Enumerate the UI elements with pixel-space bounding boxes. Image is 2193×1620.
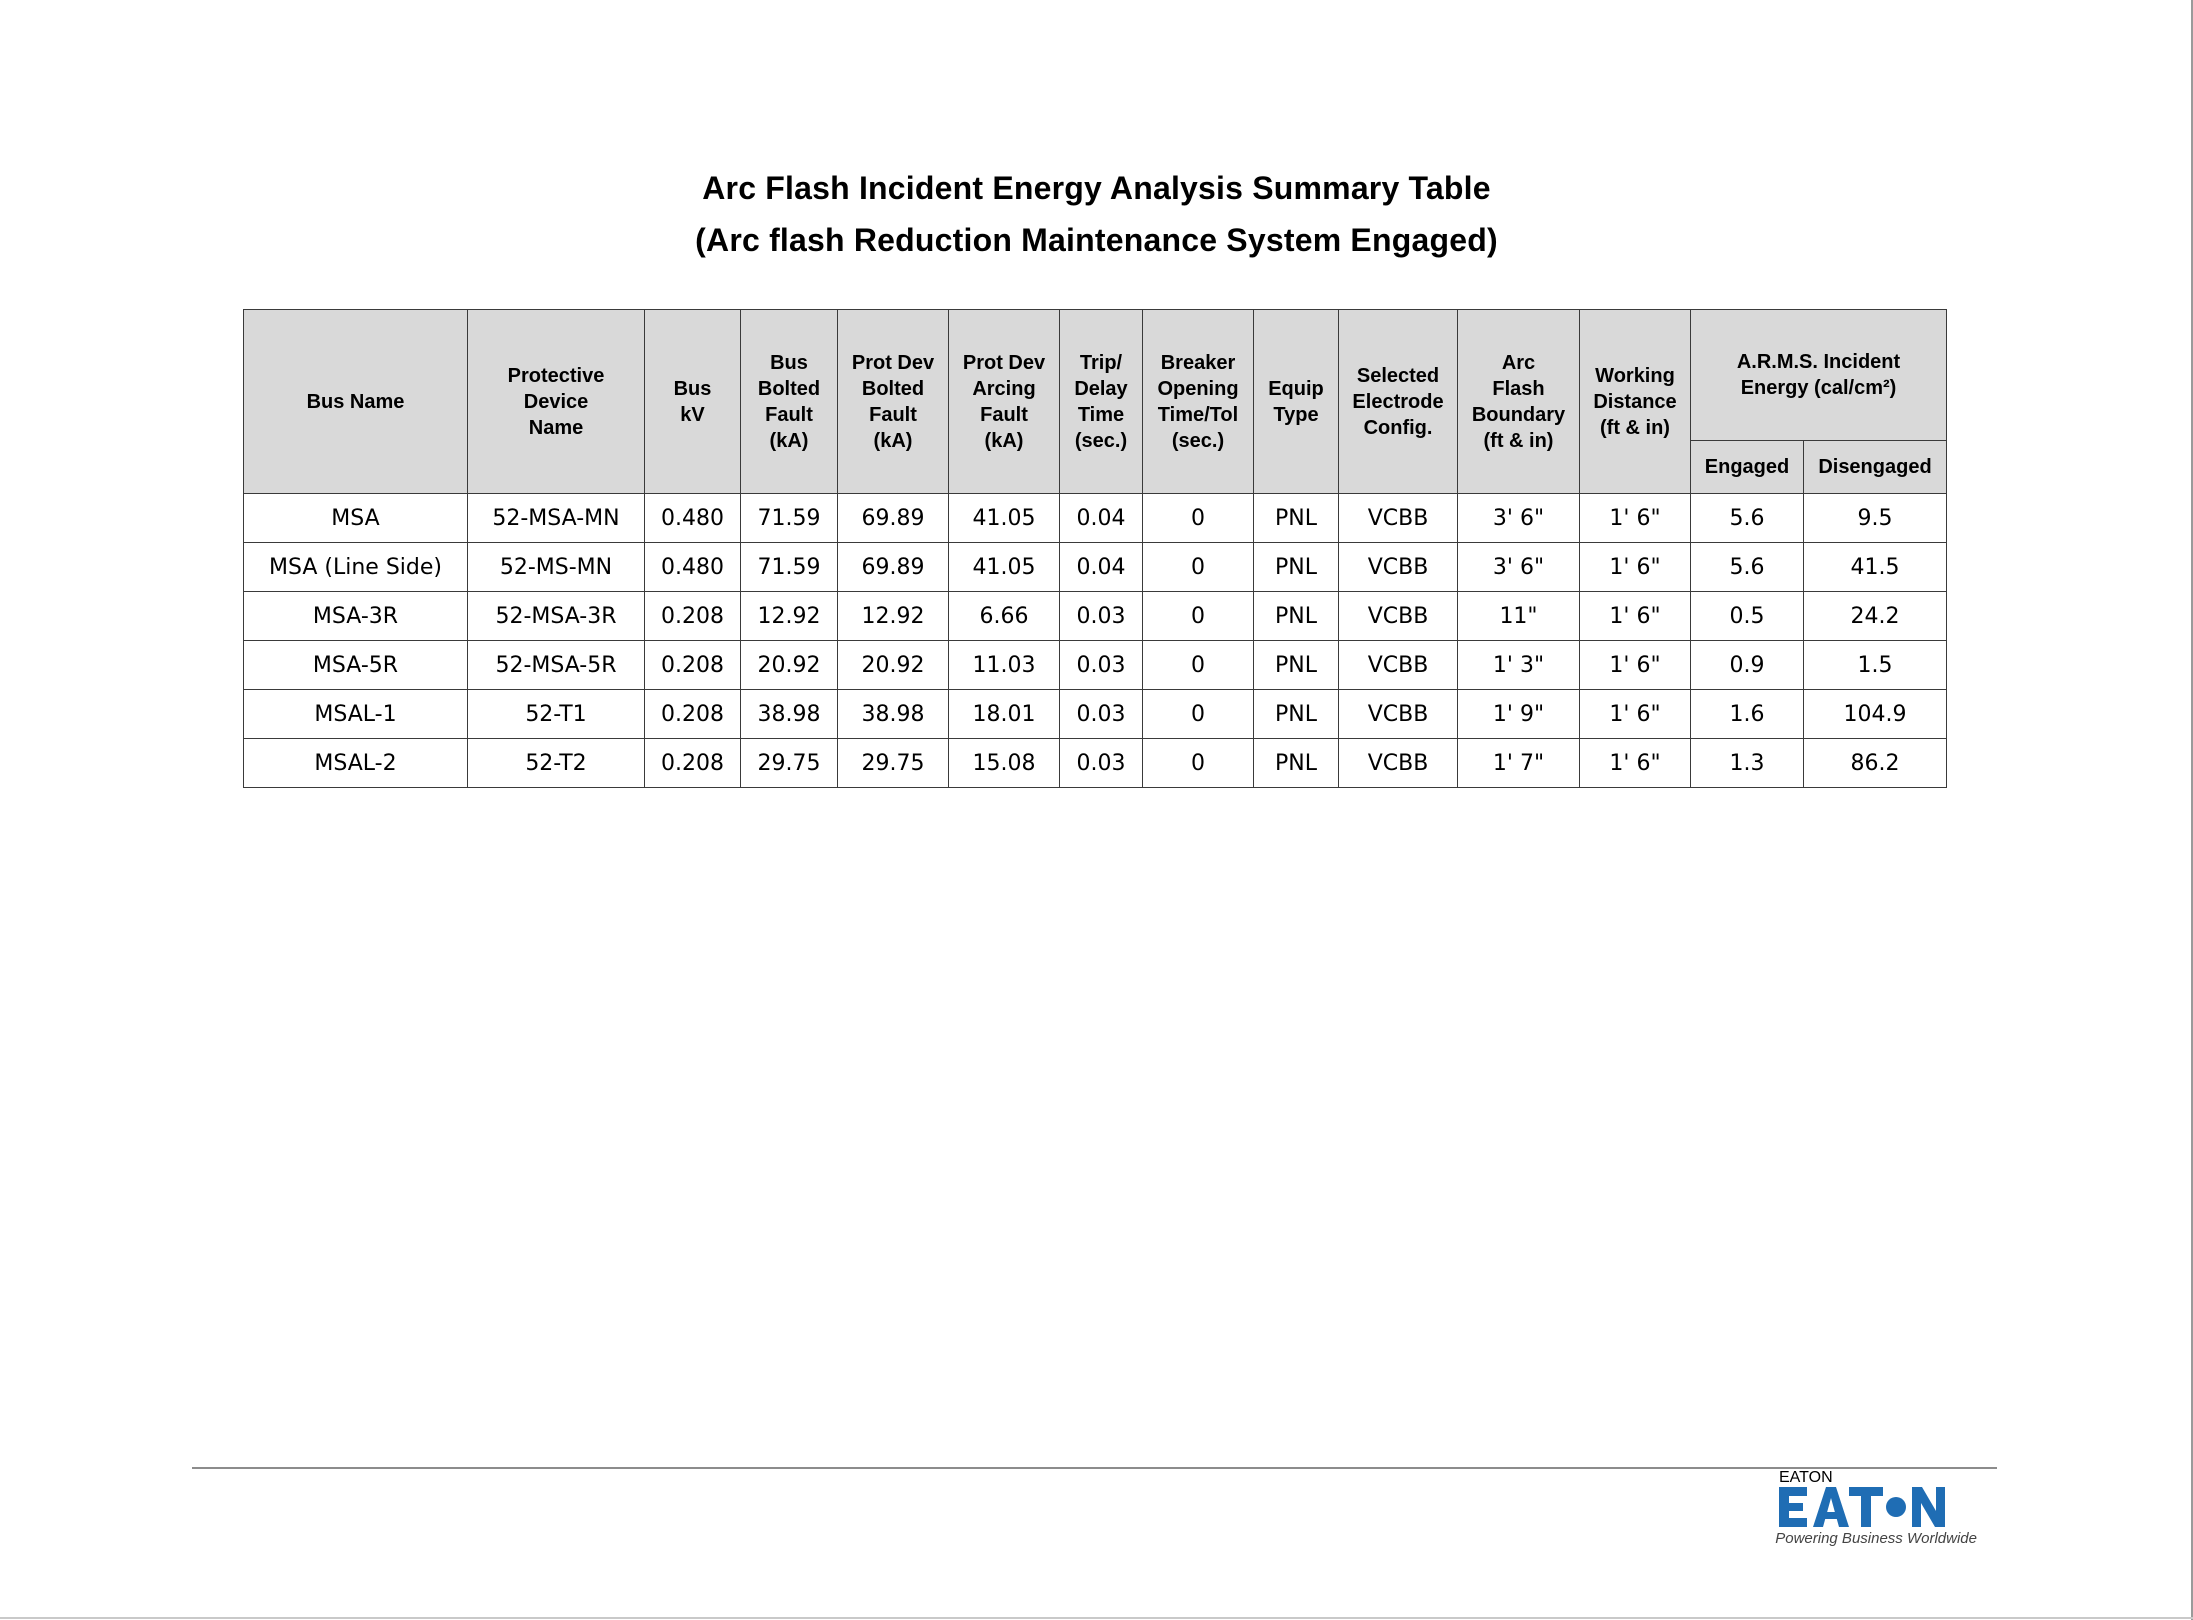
cell-working: 1' 6" xyxy=(1580,690,1691,739)
cell-bus-bolted: 38.98 xyxy=(741,690,838,739)
cell-boundary: 1' 9" xyxy=(1458,690,1580,739)
page-subtitle: (Arc flash Reduction Maintenance System Engaged) xyxy=(695,222,1498,258)
cell-working: 1' 6" xyxy=(1580,543,1691,592)
cell-pd-arcing: 15.08 xyxy=(949,739,1060,788)
cell-bus-name: MSA-5R xyxy=(244,641,468,690)
logo-text: EATON xyxy=(1779,1469,1833,1486)
header-equip-type: Equip Type xyxy=(1254,310,1339,494)
cell-trip: 0.03 xyxy=(1060,739,1143,788)
cell-breaker: 0 xyxy=(1143,494,1254,543)
table-row xyxy=(244,494,1947,543)
cell-device: 52-MSA-3R xyxy=(468,592,645,641)
cell-pd-bolted: 29.75 xyxy=(838,739,949,788)
cell-breaker: 0 xyxy=(1143,739,1254,788)
cell-device: 52-MSA-5R xyxy=(468,641,645,690)
table-row xyxy=(244,739,1947,788)
header-breaker-opening-time: Breaker Opening Time/Tol (sec.) xyxy=(1143,310,1254,494)
cell-kv: 0.480 xyxy=(645,543,741,592)
cell-bus-bolted: 12.92 xyxy=(741,592,838,641)
header-engaged: Engaged xyxy=(1691,441,1804,494)
cell-breaker: 0 xyxy=(1143,543,1254,592)
cell-pd-arcing: 41.05 xyxy=(949,494,1060,543)
header-arms-incident-energy: A.R.M.S. Incident Energy (cal/cm²) xyxy=(1691,310,1947,441)
header-bus-name: Bus Name xyxy=(244,310,468,494)
cell-bus-bolted: 29.75 xyxy=(741,739,838,788)
cell-trip: 0.03 xyxy=(1060,641,1143,690)
header-prot-dev-bolted-fault: Prot Dev Bolted Fault (kA) xyxy=(838,310,949,494)
header-disengaged: Disengaged xyxy=(1804,441,1947,494)
header-bus-bolted-fault: Bus Bolted Fault (kA) xyxy=(741,310,838,494)
cell-electrode: VCBB xyxy=(1339,739,1458,788)
cell-working: 1' 6" xyxy=(1580,739,1691,788)
cell-engaged: 1.6 xyxy=(1691,690,1804,739)
header-bus-kv: Bus kV xyxy=(645,310,741,494)
header-prot-dev-arcing-fault: Prot Dev Arcing Fault (kA) xyxy=(949,310,1060,494)
cell-electrode: VCBB xyxy=(1339,690,1458,739)
table-row xyxy=(244,690,1947,739)
cell-disengaged: 24.2 xyxy=(1804,592,1947,641)
cell-device: 52-MS-MN xyxy=(468,543,645,592)
cell-bus-name: MSAL-1 xyxy=(244,690,468,739)
header-protective-device-name: Protective Device Name xyxy=(468,310,645,494)
header-arc-flash-boundary: Arc Flash Boundary (ft & in) xyxy=(1458,310,1580,494)
cell-boundary: 11" xyxy=(1458,592,1580,641)
cell-boundary: 3' 6" xyxy=(1458,543,1580,592)
cell-equip: PNL xyxy=(1254,494,1339,543)
arc-flash-summary-table xyxy=(243,309,1947,788)
header-selected-electrode-config: Selected Electrode Config. xyxy=(1339,310,1458,494)
cell-engaged: 5.6 xyxy=(1691,543,1804,592)
table-row xyxy=(244,641,1947,690)
cell-trip: 0.04 xyxy=(1060,543,1143,592)
page-title: Arc Flash Incident Energy Analysis Summary Table xyxy=(702,170,1491,206)
cell-trip: 0.03 xyxy=(1060,690,1143,739)
table-row xyxy=(244,592,1947,641)
cell-pd-arcing: 6.66 xyxy=(949,592,1060,641)
cell-device: 52-T1 xyxy=(468,690,645,739)
cell-kv: 0.480 xyxy=(645,494,741,543)
cell-pd-bolted: 69.89 xyxy=(838,494,949,543)
cell-device: 52-T2 xyxy=(468,739,645,788)
table-row xyxy=(244,543,1947,592)
cell-equip: PNL xyxy=(1254,739,1339,788)
cell-equip: PNL xyxy=(1254,592,1339,641)
cell-trip: 0.03 xyxy=(1060,592,1143,641)
tagline: Powering Business Worldwide xyxy=(1775,1530,1977,1547)
header-row xyxy=(244,310,1947,441)
cell-equip: PNL xyxy=(1254,543,1339,592)
cell-breaker: 0 xyxy=(1143,592,1254,641)
footer-divider xyxy=(192,1467,1997,1469)
cell-electrode: VCBB xyxy=(1339,494,1458,543)
cell-bus-name: MSA-3R xyxy=(244,592,468,641)
page-edge-bottom xyxy=(0,1617,2193,1619)
cell-boundary: 1' 7" xyxy=(1458,739,1580,788)
header-trip-delay-time: Trip/ Delay Time (sec.) xyxy=(1060,310,1143,494)
cell-pd-bolted: 12.92 xyxy=(838,592,949,641)
cell-device: 52-MSA-MN xyxy=(468,494,645,543)
cell-disengaged: 9.5 xyxy=(1804,494,1947,543)
cell-bus-bolted: 71.59 xyxy=(741,543,838,592)
cell-working: 1' 6" xyxy=(1580,592,1691,641)
cell-engaged: 1.3 xyxy=(1691,739,1804,788)
cell-engaged: 5.6 xyxy=(1691,494,1804,543)
cell-bus-bolted: 20.92 xyxy=(741,641,838,690)
cell-pd-bolted: 69.89 xyxy=(838,543,949,592)
header-working-distance: Working Distance (ft & in) xyxy=(1580,310,1691,494)
cell-bus-name: MSA xyxy=(244,494,468,543)
cell-disengaged: 41.5 xyxy=(1804,543,1947,592)
cell-boundary: 3' 6" xyxy=(1458,494,1580,543)
cell-bus-bolted: 71.59 xyxy=(741,494,838,543)
cell-engaged: 0.9 xyxy=(1691,641,1804,690)
cell-boundary: 1' 3" xyxy=(1458,641,1580,690)
cell-electrode: VCBB xyxy=(1339,641,1458,690)
cell-equip: PNL xyxy=(1254,641,1339,690)
cell-bus-name: MSA (Line Side) xyxy=(244,543,468,592)
cell-disengaged: 104.9 xyxy=(1804,690,1947,739)
cell-electrode: VCBB xyxy=(1339,592,1458,641)
cell-pd-arcing: 11.03 xyxy=(949,641,1060,690)
cell-disengaged: 1.5 xyxy=(1804,641,1947,690)
cell-pd-bolted: 38.98 xyxy=(838,690,949,739)
cell-kv: 0.208 xyxy=(645,592,741,641)
cell-bus-name: MSAL-2 xyxy=(244,739,468,788)
cell-equip: PNL xyxy=(1254,690,1339,739)
cell-working: 1' 6" xyxy=(1580,494,1691,543)
cell-kv: 0.208 xyxy=(645,690,741,739)
cell-kv: 0.208 xyxy=(645,739,741,788)
cell-kv: 0.208 xyxy=(645,641,741,690)
cell-disengaged: 86.2 xyxy=(1804,739,1947,788)
cell-trip: 0.04 xyxy=(1060,494,1143,543)
cell-working: 1' 6" xyxy=(1580,641,1691,690)
cell-pd-arcing: 41.05 xyxy=(949,543,1060,592)
cell-electrode: VCBB xyxy=(1339,543,1458,592)
cell-pd-bolted: 20.92 xyxy=(838,641,949,690)
cell-breaker: 0 xyxy=(1143,641,1254,690)
cell-breaker: 0 xyxy=(1143,690,1254,739)
cell-engaged: 0.5 xyxy=(1691,592,1804,641)
cell-pd-arcing: 18.01 xyxy=(949,690,1060,739)
